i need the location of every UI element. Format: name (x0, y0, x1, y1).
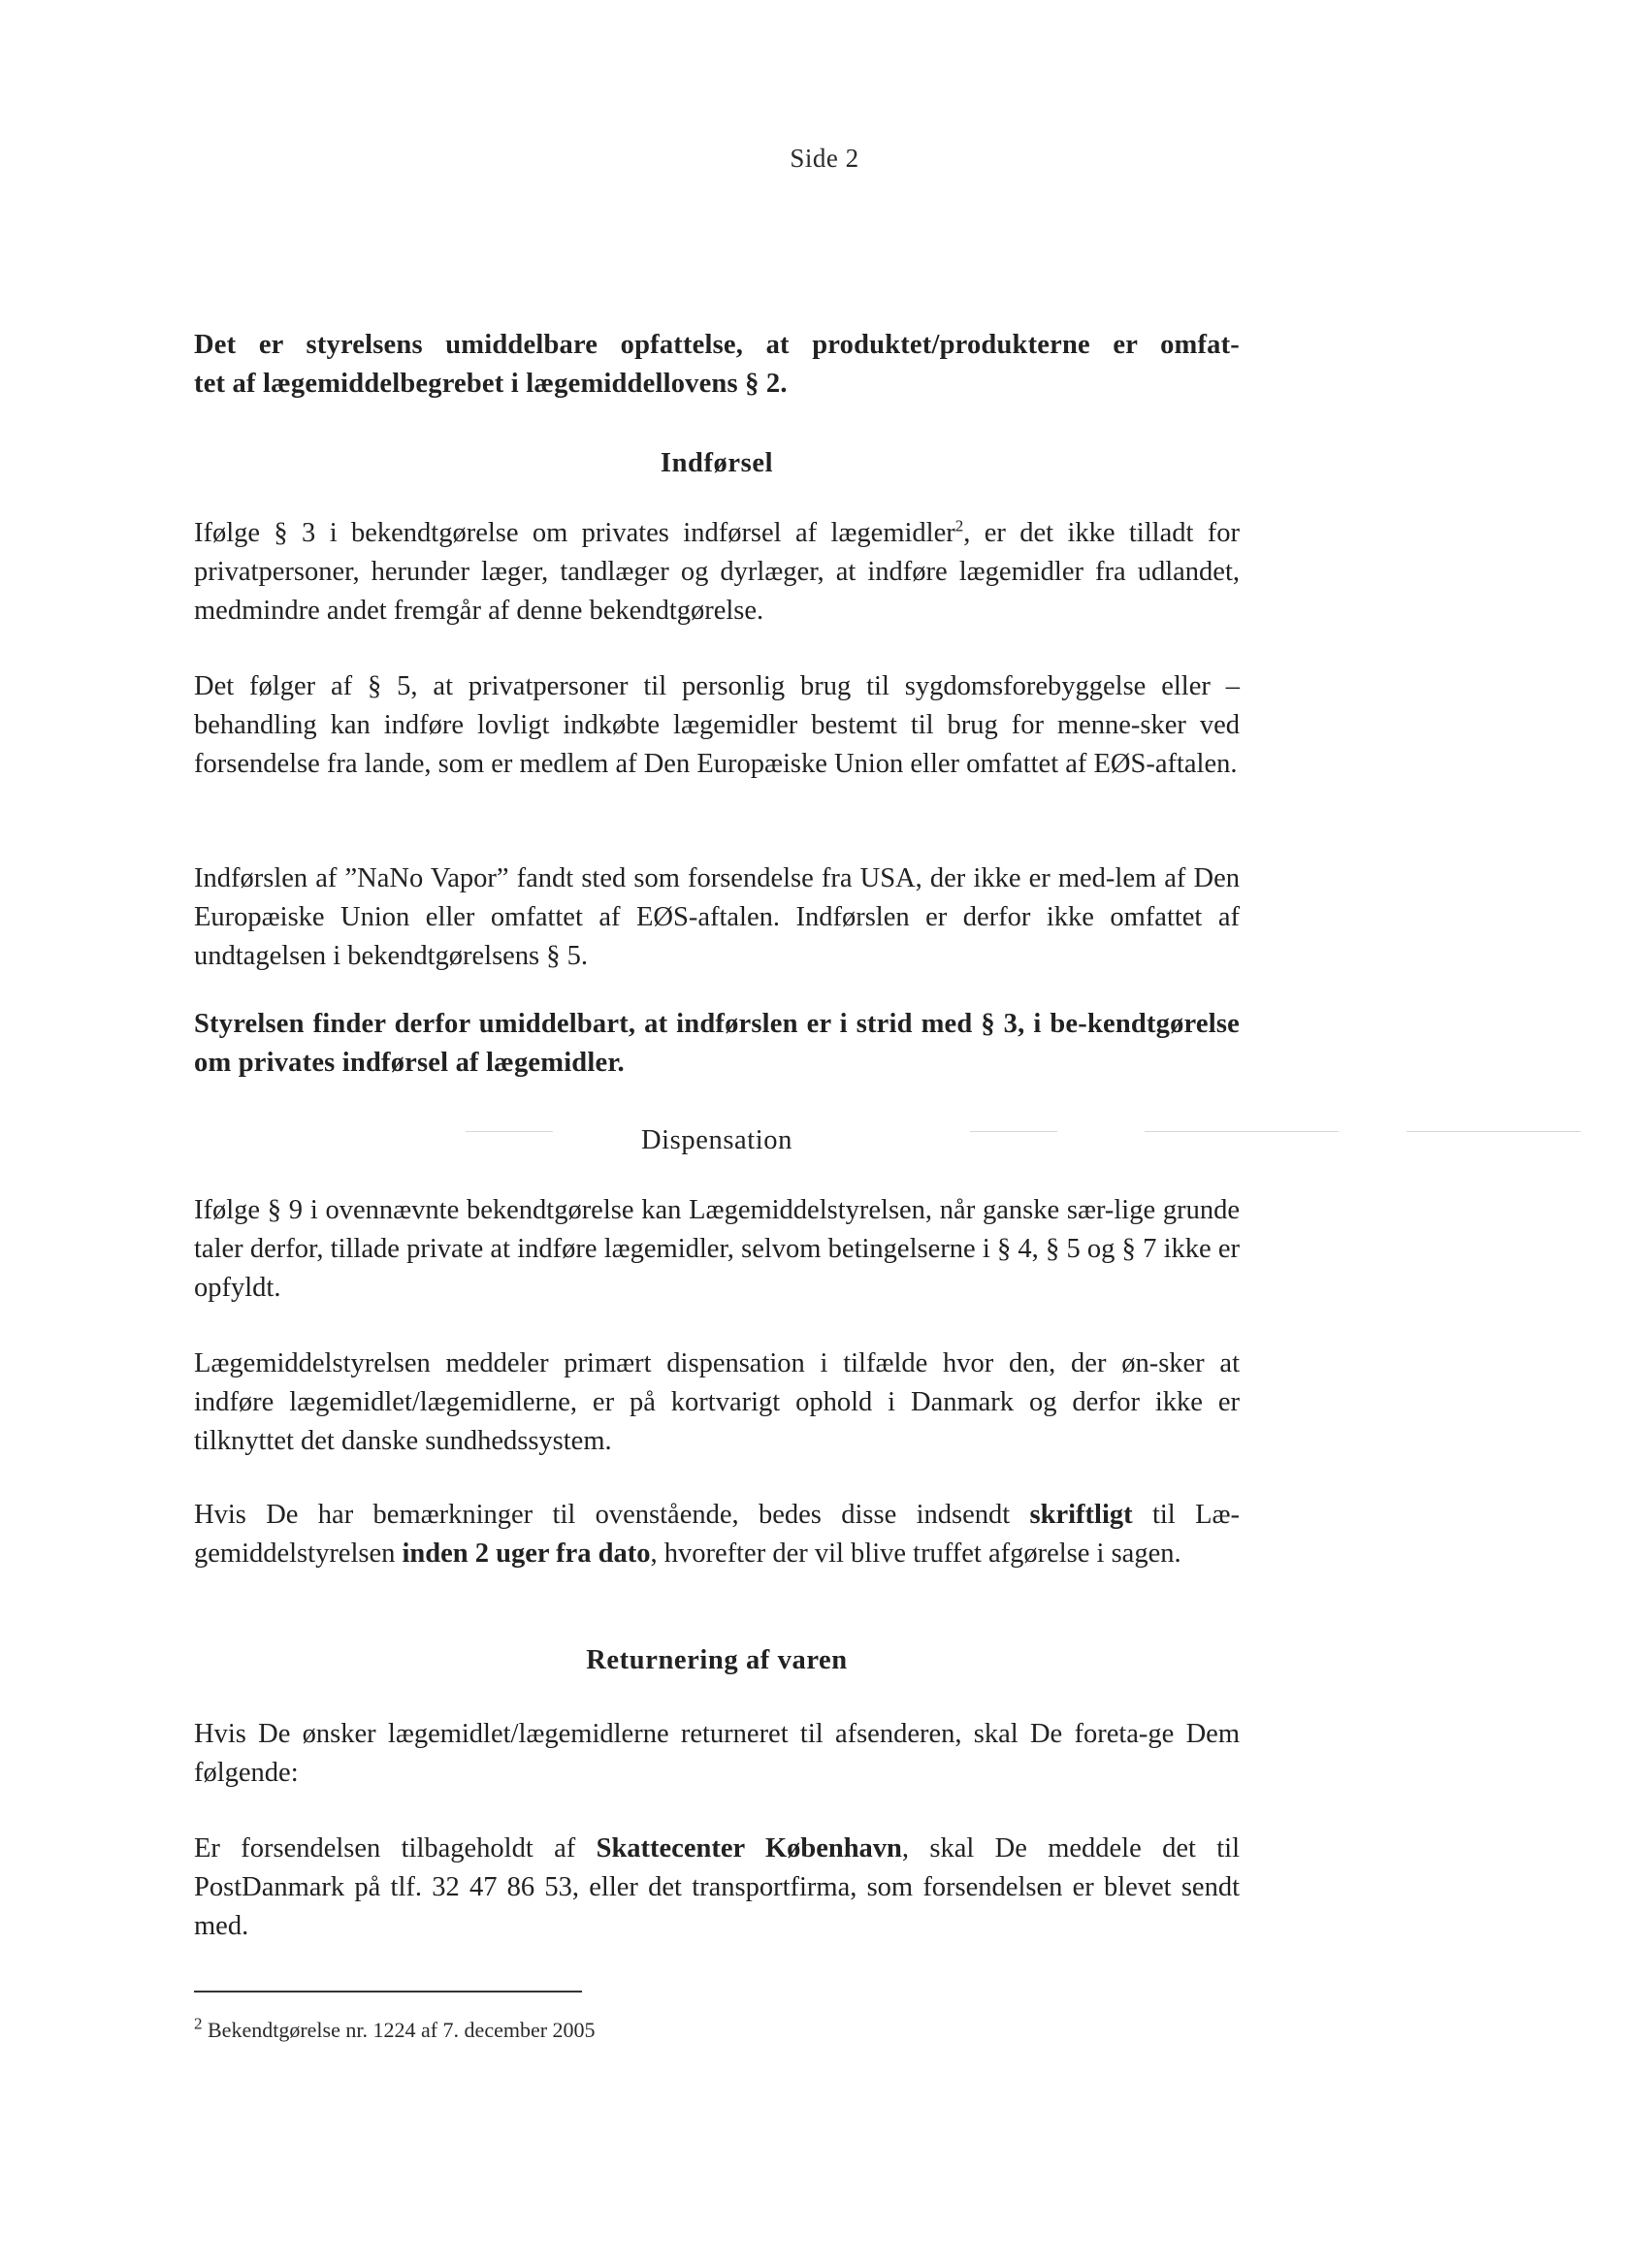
paragraph-text: Hvis De har bemærkninger til ovenstående, bedes disse indsendt (194, 1500, 1030, 1530)
page-number: Side 2 (790, 144, 859, 173)
paragraph-returnering-2 (194, 1830, 1240, 1946)
paragraph-text: Er forsendelsen tilbageholdt af (194, 1833, 597, 1863)
paragraph-text: til Læ-gemiddelstyrelsen (194, 1500, 1240, 1569)
paragraph-returnering-1: Hvis De ønsker lægemidlet/lægemidlerne returneret til afsenderen, skal De foreta-ge Dem følgende: (194, 1719, 1240, 1788)
footnote-marker: 2 (194, 2014, 203, 2033)
paragraph-dispensation-3 (194, 1496, 1240, 1573)
paragraph-indforsel-conclusion: Styrelsen finder derfor umiddelbart, at indførslen er i strid med § 3, i be-kendtgørelse om privates indførsel af lægemidler. (194, 1009, 1240, 1078)
paragraph-indforsel-3: Indførslen af ”NaNo Vapor” fandt sted som forsendelse fra USA, der ikke er med-lem af Den Europæiske Union eller omfattet af EØS-aftalen. Indførslen er derfor ikke omfattet af undtagelsen i bekendtgørelsens § 5. (194, 863, 1240, 971)
intro-line-2: tet af lægemiddelbegrebet i lægemiddellovens § 2. (194, 369, 788, 399)
heading-dispensation: Dispensation (640, 1125, 793, 1155)
footnote-text: Bekendtgørelse nr. 1224 af 7. december 2005 (202, 2018, 596, 2042)
emphasis-customs-center: Skattecenter København (596, 1833, 902, 1863)
emphasis-deadline: inden 2 uger fra dato (402, 1539, 651, 1569)
paragraph-text: , er det ikke tilladt for privatpersoner, herunder læger, tandlæger og dyrlæger, at indføre lægemidler fra udlandet, medmindre andet fremgår af denne bekendtgørelse. (194, 518, 1240, 626)
paragraph-dispensation-2: Lægemiddelstyrelsen meddeler primært dispensation i tilfælde hvor den, der øn-sker at indføre lægemidlet/lægemidlerne, er på kortvarigt ophold i Danmark og derfor ikke er tilknyttet det danske sundhedssystem. (194, 1348, 1240, 1456)
paragraph-dispensation-1: Ifølge § 9 i ovennævnte bekendtgørelse kan Lægemiddelstyrelsen, når ganske sær-lige grunde taler derfor, tillade private at indføre lægemidler, selvom betingelserne i § 4, § 5 og § 7 ikke er opfyldt. (194, 1195, 1240, 1303)
emphasis-in-writing: skriftligt (1029, 1500, 1133, 1530)
heading-returnering: Returnering af varen (586, 1645, 848, 1675)
paragraph-indforsel-1 (194, 514, 1240, 631)
intro-statement (194, 326, 1240, 404)
paragraph-indforsel-2: Det følger af § 5, at privatpersoner til personlig brug til sygdomsforebyggelse eller –behandling kan indføre lovligt indkøbte lægemidler bestemt til brug for menne-sker ved forsendelse fra lande, som er medlem af Den Europæiske Union eller omfattet af EØS-aftalen. (194, 671, 1240, 779)
paragraph-text: , hvorefter der vil blive truffet afgørelse i sagen. (650, 1539, 1181, 1569)
scan-artifact-line (1406, 1131, 1581, 1132)
footnote-separator (194, 1991, 582, 1993)
paragraph-text: Ifølge § 3 i bekendtgørelse om privates indførsel af lægemidler (194, 518, 955, 548)
heading-indforsel: Indførsel (660, 448, 774, 478)
footnote (194, 2016, 596, 2045)
intro-line-1: Det er styrelsens umiddelbare opfattelse, at produktet/produkterne er omfat- (194, 330, 1240, 360)
paragraph-text: , skal De meddele det til PostDanmark på tlf. 32 47 86 53, eller det transportfirma, som forsendelsen er blevet sendt med. (194, 1833, 1241, 1941)
footnote-reference: 2 (954, 516, 964, 535)
